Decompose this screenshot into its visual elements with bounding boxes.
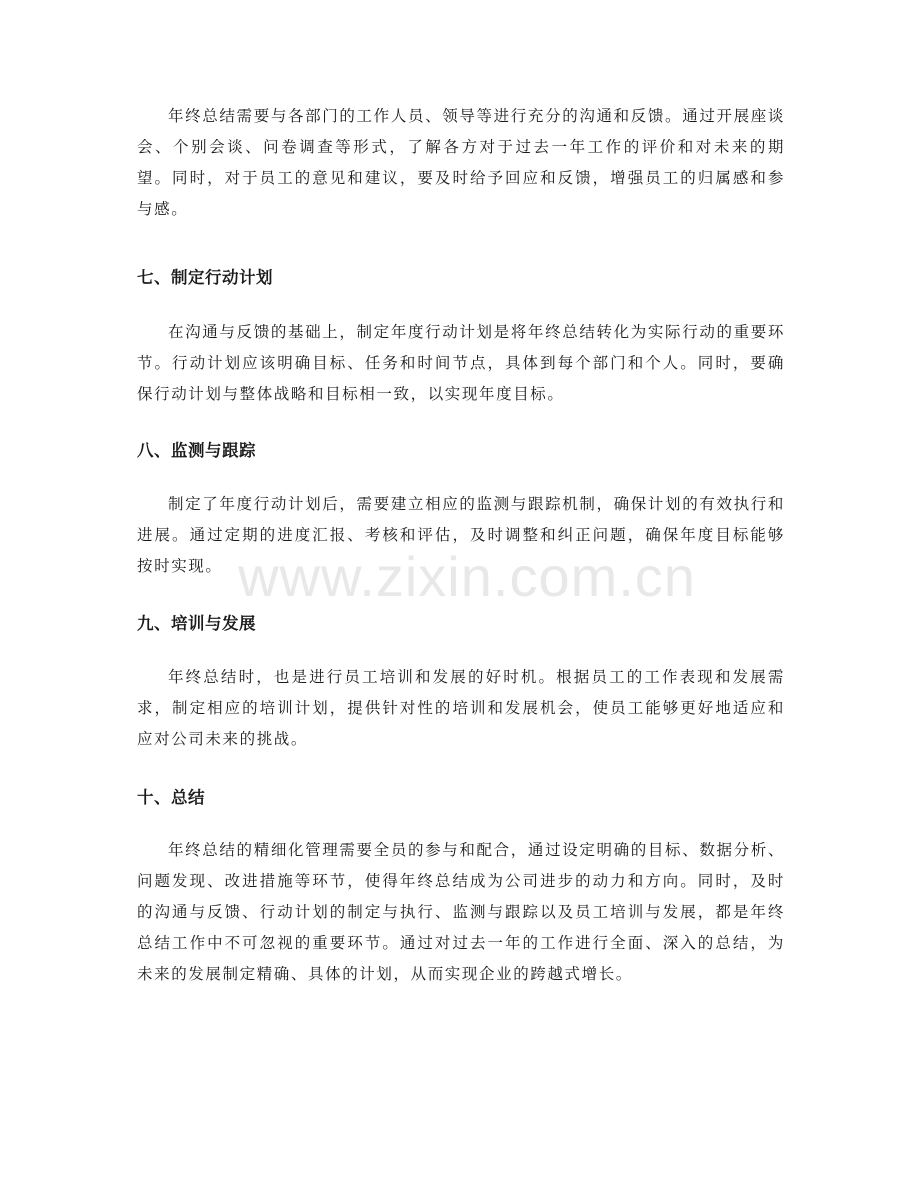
section-paragraph-9: 年终总结时，也是进行员工培训和发展的好时机。根据员工的工作表现和发展需求，制定相应的培训计划，提供针对性的培训和发展机会，使员工能够更好地适应和应对公司未来的挑战。 xyxy=(137,668,785,748)
section-paragraph-7: 在沟通与反馈的基础上，制定年度行动计划是将年终总结转化为实际行动的重要环节。行动计划应该明确目标、任务和时间节点，具体到每个部门和个人。同时，要确保行动计划与整体战略和目标相一致，以实现年度目标。 xyxy=(137,323,785,403)
section-heading-10: 十、总结 xyxy=(137,788,205,807)
section-paragraph-10: 年终总结的精细化管理需要全员的参与和配合，通过设定明确的目标、数据分析、问题发现、改进措施等环节，使得年终总结成为公司进步的动力和方向。同时，及时的沟通与反馈、行动计划的制定与执行、监测与跟踪以及员工培训与发展，都是年终总结工作中不可忽视的重要环节。通过对过去一年的工作进行全面、深入的总结，为未来的发展制定精确、具体的计划，从而实现企业的跨越式增长。 xyxy=(137,841,785,983)
section-heading-8: 八、监测与跟踪 xyxy=(137,441,256,460)
intro-paragraph: 年终总结需要与各部门的工作人员、领导等进行充分的沟通和反馈。通过开展座谈会、个别会谈、问卷调查等形式，了解各方对于过去一年工作的评价和对未来的期望。同时，对于员工的意见和建议，要及时给予回应和反馈，增强员工的归属感和参与感。 xyxy=(137,107,785,218)
watermark: www.zixin.com.cn xyxy=(238,545,696,608)
section-heading-7: 七、制定行动计划 xyxy=(137,268,273,287)
section-heading-9: 九、培训与发展 xyxy=(137,614,256,633)
section-paragraph-8: 制定了年度行动计划后，需要建立相应的监测与跟踪机制，确保计划的有效执行和进展。通过定期的进度汇报、考核和评估，及时调整和纠正问题，确保年度目标能够按时实现。 xyxy=(137,495,785,575)
